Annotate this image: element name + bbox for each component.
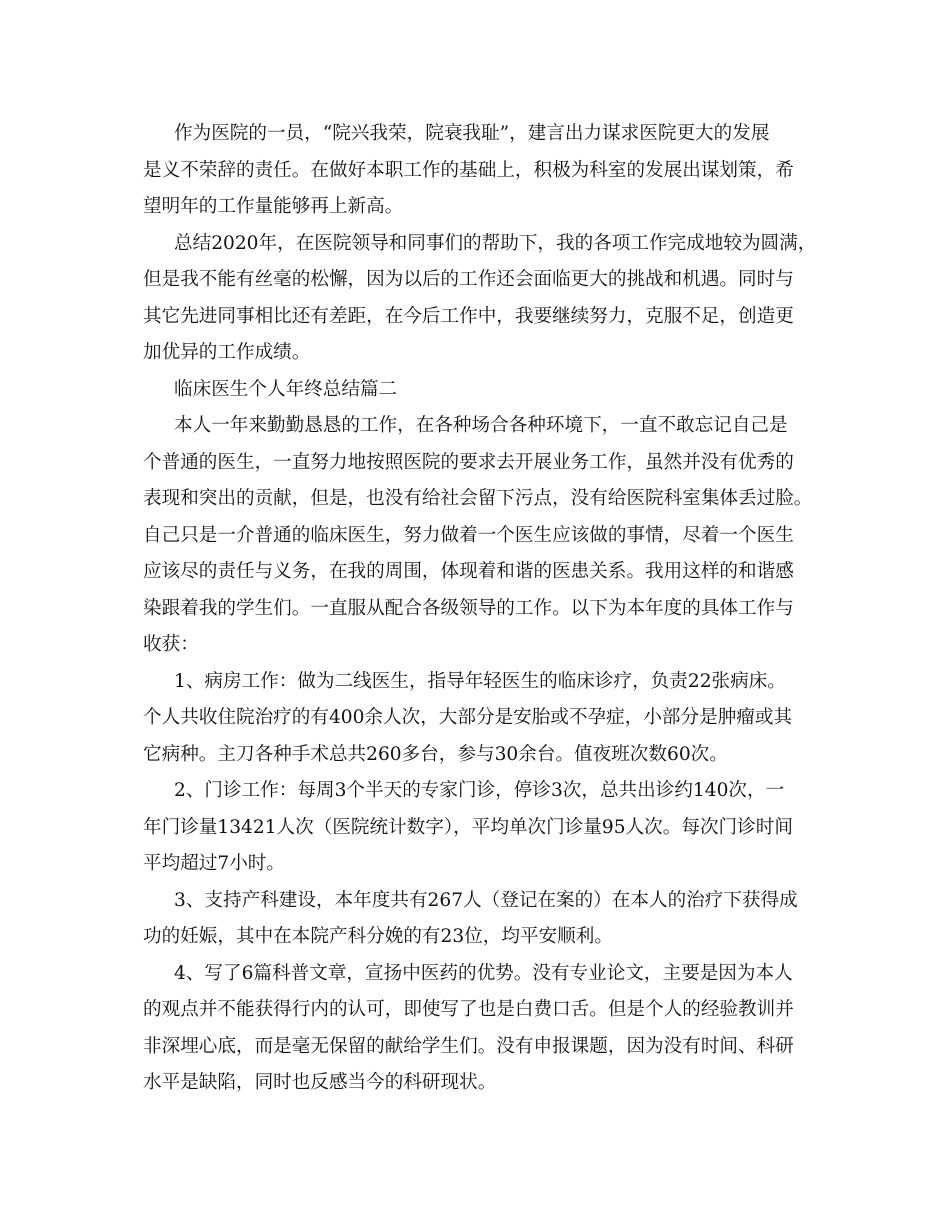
text-line: 个人共收住院治疗的有400余人次，大部分是安胎或不孕症，小部分是肿瘤或其	[143, 707, 793, 728]
text-line: 表现和突出的贡献，但是，也没有给社会留下污点，没有给医院科室集体丢过脸。	[143, 488, 813, 509]
text-line: 2、门诊工作：每周3个半天的专家门诊，停诊3次，总共出诊约140次，一	[174, 780, 785, 801]
text-line: 水平是缺陷，同时也反感当今的科研现状。	[143, 1072, 497, 1093]
document-body	[143, 116, 815, 1102]
text-line: 收获：	[143, 634, 199, 655]
text-line: 是义不荣辞的责任。在做好本职工作的基础上，积极为科室的发展出谋划策，希	[143, 159, 794, 181]
text-line: 年门诊量13421人次（医院统计数字），平均单次门诊量95人次。每次门诊时间	[143, 816, 793, 838]
text-line: 望明年的工作量能够再上新高。	[143, 196, 404, 217]
text-line: 功的妊娠，其中在本院产科分娩的有23位，均平安顺利。	[143, 926, 613, 947]
text-line: 它病种。主刀各种手术总共260多台，参与30余台。值夜班次数60次。	[143, 743, 728, 765]
text-line: 本人一年来勤勤恳恳的工作，在各种场合各种环境下，一直不敢忘记自己是	[174, 415, 788, 436]
text-line: 染跟着我的学生们。一直服从配合各级领导的工作。以下为本年度的具体工作与	[143, 597, 794, 619]
text-line: 其它先进同事相比还有差距，在今后工作中，我要继续努力，克服不足，创造更	[143, 305, 794, 327]
text-line: 应该尽的责任与义务，在我的周围，体现着和谐的医患关系。我用这样的和谐感	[143, 561, 794, 582]
text-line: 非深埋心底，而是毫无保留的献给学生们。没有申报课题，因为没有时间、科研	[143, 1035, 794, 1057]
text-line: 作为医院的一员，“院兴我荣，院衰我耻”，建言出力谋求医院更大的发展	[174, 123, 770, 144]
text-line: 自己只是一介普通的临床医生，努力做着一个医生应该做的事情，尽着一个医生	[143, 524, 794, 546]
text-line: 个普通的医生，一直努力地按照医院的要求去开展业务工作，虽然并没有优秀的	[143, 451, 794, 473]
text-line: 4、写了6篇科普文章，宣扬中医药的优势。没有专业论文，主要是因为本人	[174, 962, 793, 984]
text-line: 但是我不能有丝毫的松懈，因为以后的工作还会面临更大的挑战和机遇。同时与	[143, 269, 794, 290]
text-line: 3、支持产科建设，本年度共有267人（登记在案的）在本人的治疗下获得成	[174, 889, 798, 911]
text-line: 总结2020年，在医院领导和同事们的帮助下，我的各项工作完成地较为圆满，	[174, 232, 817, 254]
text-line: 平均超过7小时。	[143, 853, 285, 874]
text-line: 的观点并不能获得行内的认可，即使写了也是白费口舌。但是个人的经验教训并	[143, 999, 794, 1020]
text-line: 临床医生个人年终总结篇二	[174, 378, 398, 400]
text-line: 加优异的工作成绩。	[143, 342, 311, 363]
text-line: 1、病房工作：做为二线医生，指导年轻医生的临床诊疗，负责22张病床。	[174, 670, 786, 692]
